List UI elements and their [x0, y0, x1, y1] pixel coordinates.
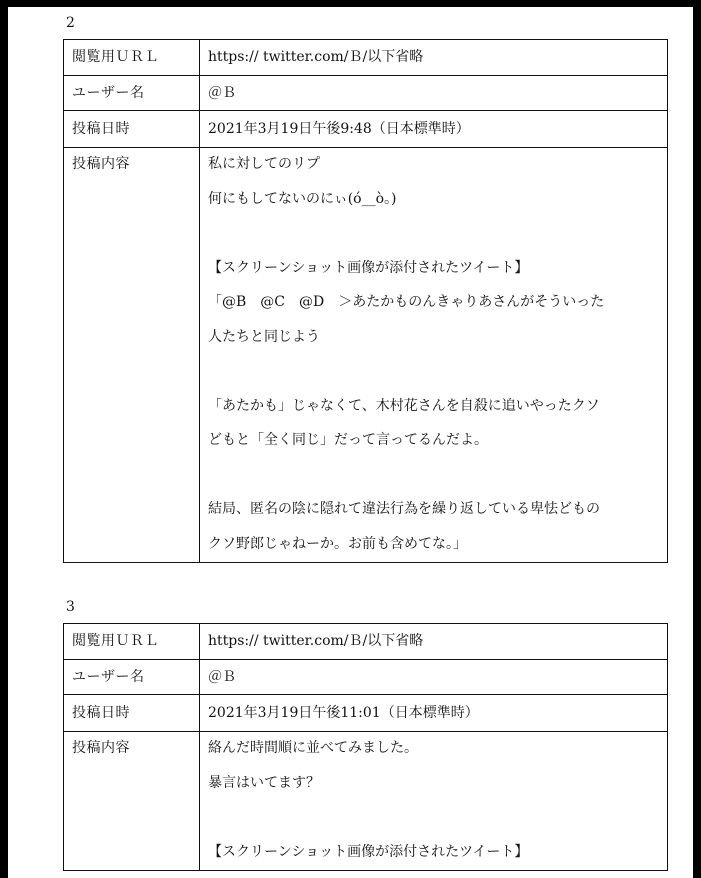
label-cell — [64, 660, 200, 695]
content-line: 「あたかも」じゃなくて、木村花さんを自殺に追いやったクソ — [208, 397, 600, 414]
content-line: 私に対してのリプ — [208, 156, 320, 172]
label-cell — [64, 624, 200, 660]
date-value: 2021年3月19日午後11:01（日本標準時） — [208, 705, 479, 721]
date-value: 2021年3月19日午後9:48（日本標準時） — [208, 121, 470, 137]
document-page — [8, 7, 693, 878]
content-cell — [200, 148, 668, 563]
value-cell — [200, 624, 668, 660]
record-table — [63, 623, 668, 871]
content-body — [208, 732, 659, 870]
content-label: 投稿内容 — [72, 156, 130, 172]
table-row-user — [64, 660, 668, 695]
content-line: 【スクリーンショット画像が添付されたツイート】 — [208, 259, 529, 276]
url-value: https:// twitter.com/Ｂ/以下省略 — [208, 49, 424, 65]
label-cell — [64, 40, 200, 76]
date-label: 投稿日時 — [72, 121, 130, 137]
label-cell — [64, 148, 200, 563]
date-label: 投稿日時 — [72, 705, 130, 721]
content-line — [208, 355, 659, 390]
content-line: 「@B @C @D ＞あたかものんきゃりあさんがそういった — [208, 294, 605, 310]
content-line: 【スクリーンショット画像が添付されたツイート】 — [208, 843, 529, 860]
user-label: ユーザー名 — [72, 85, 145, 101]
record-number: 2 — [66, 15, 75, 31]
user-label: ユーザー名 — [72, 669, 145, 685]
record-number: 3 — [66, 599, 75, 615]
label-cell — [64, 732, 200, 871]
content-line — [208, 801, 659, 836]
record-table — [63, 39, 668, 563]
content-label: 投稿内容 — [72, 740, 130, 756]
table-row-date — [64, 111, 668, 148]
label-cell — [64, 695, 200, 732]
table-row-content — [64, 148, 668, 563]
label-cell — [64, 76, 200, 111]
content-line — [208, 217, 659, 252]
table-row-url — [64, 40, 668, 76]
content-line — [208, 459, 659, 494]
value-cell — [200, 111, 668, 148]
content-line: 人たちと同じよう — [208, 328, 320, 345]
user-value: ＠Ｂ — [208, 85, 236, 101]
table-row-date — [64, 695, 668, 732]
value-cell — [200, 40, 668, 76]
table-row-content — [64, 732, 668, 871]
content-line: 絡んだ時間順に並べてみました。 — [208, 740, 418, 756]
value-cell — [200, 695, 668, 732]
value-cell — [200, 660, 668, 695]
value-cell — [200, 76, 668, 111]
table-row-url — [64, 624, 668, 660]
url-label: 閲覧用ＵＲＬ — [72, 49, 159, 65]
user-value: ＠Ｂ — [208, 669, 236, 685]
label-cell — [64, 111, 200, 148]
content-line: どもと「全く同じ」だって言ってるんだよ。 — [208, 432, 488, 448]
content-line: 何にもしてないのにぃ(ó__ò｡) — [208, 190, 397, 207]
content-cell — [200, 732, 668, 871]
content-line: クソ野郎じゃねーか。お前も含めてな。」 — [208, 535, 467, 552]
url-value: https:// twitter.com/Ｂ/以下省略 — [208, 633, 424, 649]
table-row-user — [64, 76, 668, 111]
url-label: 閲覧用ＵＲＬ — [72, 633, 159, 649]
content-line: 結局、匿名の陰に隠れて違法行為を繰り返している卑怯どもの — [208, 501, 600, 517]
content-body — [208, 148, 659, 562]
content-line: 暴言はいてます？ — [208, 774, 320, 791]
